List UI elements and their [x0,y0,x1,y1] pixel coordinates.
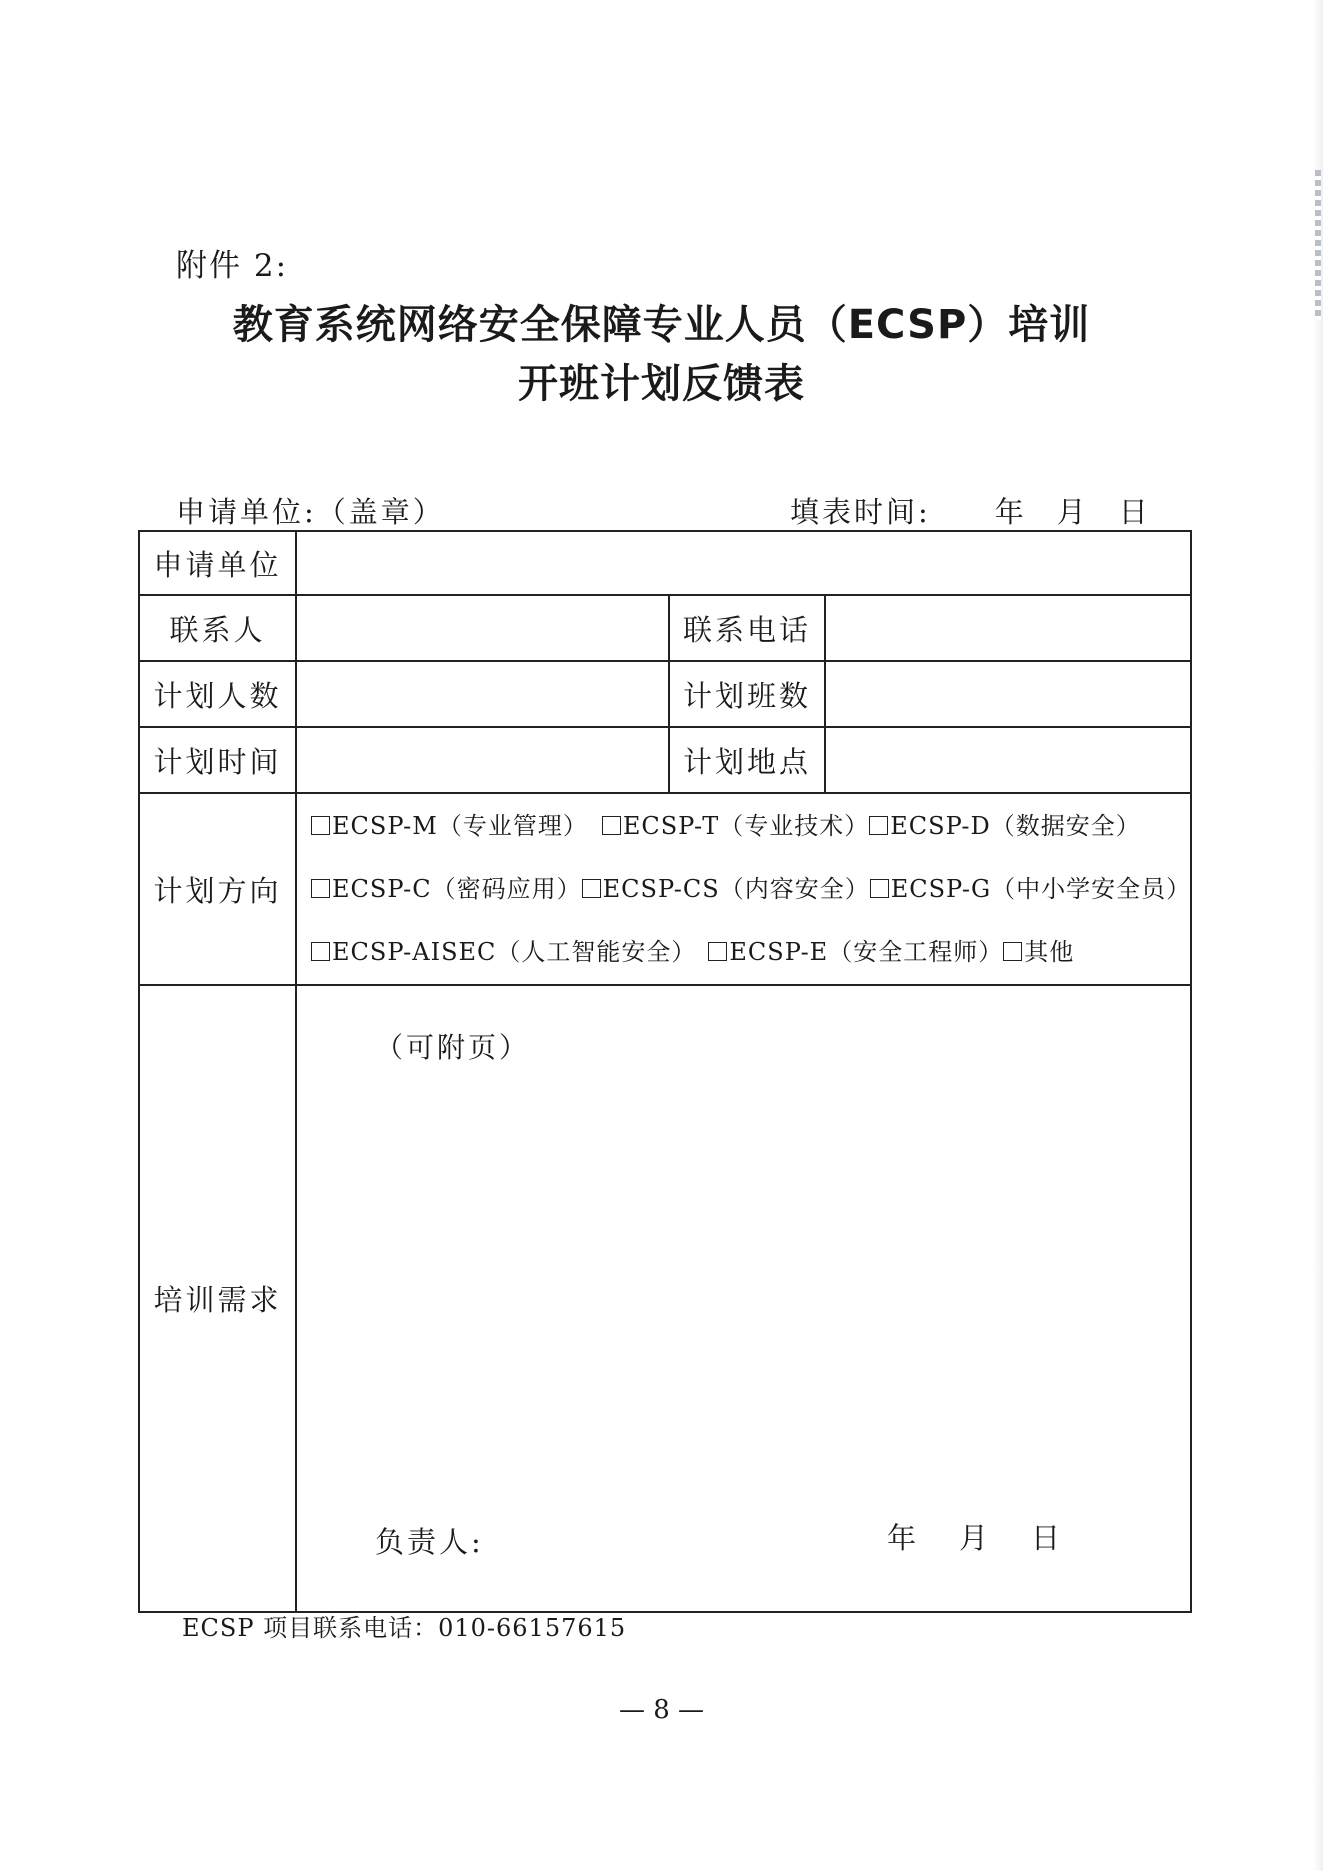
contact-phone-label: 联系电话 [669,595,825,661]
checkbox-icon [582,879,601,898]
signature-day: 日 [1030,1521,1063,1555]
training-needs-field[interactable] [296,985,1191,1612]
plan-time-field[interactable] [296,727,669,793]
contact-phone-field[interactable] [825,595,1191,661]
direction-option-e[interactable]: ECSP-E（安全工程师） [708,938,1003,966]
signature-date [847,1516,1063,1557]
direction-option-t[interactable]: ECSP-T（专业技术） [602,812,869,840]
checkbox-icon [602,816,621,835]
plan-location-label: 计划地点 [669,727,825,793]
fill-date-label: 填表时间: [790,495,931,529]
fill-date-month: 月 [1056,495,1089,529]
checkbox-icon [311,879,330,898]
checkbox-icon [1003,942,1022,961]
direction-line-1 [297,795,1190,858]
plan-classes-label: 计划班数 [669,661,825,727]
direction-option-aisec[interactable]: ECSP-AISEC（人工智能安全） [311,938,696,966]
fill-date-year: 年 [994,495,1027,529]
page-number: — 8 — [618,1695,705,1725]
signature-month: 月 [958,1521,991,1555]
checkbox-icon [708,942,727,961]
responsible-person-label: 负责人: [375,1525,484,1559]
plan-time-label: 计划时间 [139,727,296,793]
applicant-seal-label: 申请单位:（盖章） [176,495,445,529]
checkbox-icon [311,942,330,961]
project-contact-phone: ECSP 项目联系电话：010-66157615 [182,1614,627,1642]
plan-people-field[interactable] [296,661,669,727]
feedback-form-table [138,530,1192,1613]
plan-people-label: 计划人数 [139,661,296,727]
direction-option-cs[interactable]: ECSP-CS（内容安全） [582,875,870,903]
attachment-label: 附件 2: [176,248,289,284]
direction-option-c[interactable]: ECSP-C（密码应用） [311,875,582,903]
contact-person-label: 联系人 [139,595,296,661]
row-plan-direction [139,793,1191,985]
plan-direction-label: 计划方向 [139,793,296,985]
title-line-2: 开班计划反馈表 [518,361,805,407]
row-plan-counts [139,661,1191,727]
fill-date [790,490,1151,531]
title-line-1: 教育系统网络安全保障专业人员（ECSP）培训 [232,302,1091,348]
signature-year: 年 [886,1521,919,1555]
checkbox-icon [311,816,330,835]
contact-person-field[interactable] [296,595,669,661]
row-training-needs [139,985,1191,1612]
row-applicant-unit [139,531,1191,595]
direction-line-2 [297,858,1190,921]
applicant-unit-label: 申请单位 [139,531,296,595]
direction-option-g[interactable]: ECSP-G（中小学安全员） [870,875,1191,903]
direction-option-d[interactable]: ECSP-D（数据安全） [869,812,1141,840]
applicant-unit-field[interactable] [296,531,1191,595]
plan-direction-options [296,793,1191,985]
row-plan-time-location [139,727,1191,793]
direction-option-other[interactable]: 其他 [1003,938,1074,966]
direction-option-m[interactable]: ECSP-M（专业管理） [311,812,588,840]
row-contact [139,595,1191,661]
direction-line-3 [297,921,1190,984]
fill-date-day: 日 [1118,495,1151,529]
plan-classes-field[interactable] [825,661,1191,727]
plan-location-field[interactable] [825,727,1191,793]
checkbox-icon [870,879,889,898]
checkbox-icon [869,816,888,835]
attachment-note: （可附页） [375,1031,531,1064]
training-needs-label: 培训需求 [139,985,296,1612]
